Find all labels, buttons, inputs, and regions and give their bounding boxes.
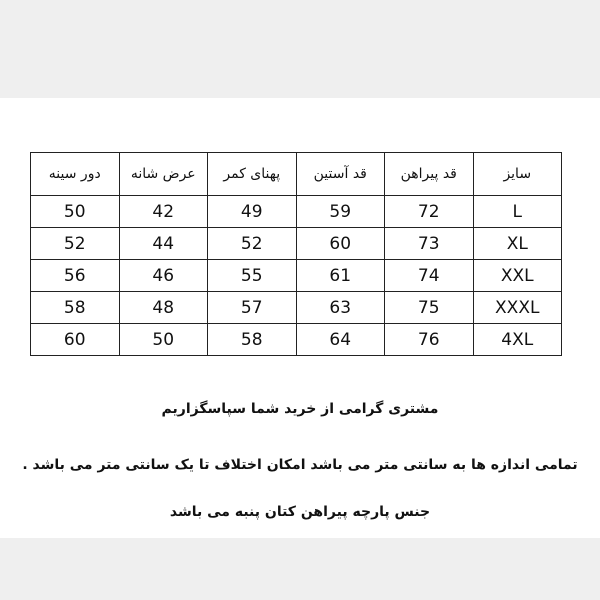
- cell-size: L: [473, 196, 562, 228]
- cell-sleeve-length: 61: [296, 260, 385, 292]
- cell-sleeve-length: 60: [296, 228, 385, 260]
- cell-shirt-length: 75: [385, 292, 474, 324]
- header-waist-width: پهنای کمر: [208, 153, 297, 196]
- cell-sleeve-length: 63: [296, 292, 385, 324]
- cell-size: XL: [473, 228, 562, 260]
- cell-sleeve-length: 64: [296, 324, 385, 356]
- cell-shirt-length: 76: [385, 324, 474, 356]
- thanks-note: مشتری گرامی از خرید شما سپاسگزاریم: [161, 401, 439, 417]
- table-row: [31, 196, 562, 228]
- cell-waist-width: 49: [208, 196, 297, 228]
- cell-shirt-length: 72: [385, 196, 474, 228]
- bottom-gray-band: [0, 538, 600, 600]
- cell-waist-width: 57: [208, 292, 297, 324]
- cell-chest: 50: [31, 196, 120, 228]
- cell-size: XXL: [473, 260, 562, 292]
- cell-waist-width: 58: [208, 324, 297, 356]
- header-shirt-length: قد پیراهن: [385, 153, 474, 196]
- measurement-tolerance-note: تمامی اندازه ها به سانتی متر می باشد امکان اختلاف تا یک سانتی متر می باشد .: [22, 457, 578, 473]
- fabric-note: جنس پارچه پیراهن کتان پنبه می باشد: [169, 504, 431, 520]
- cell-shoulder-width: 44: [119, 228, 208, 260]
- cell-waist-width: 52: [208, 228, 297, 260]
- cell-shoulder-width: 48: [119, 292, 208, 324]
- cell-shoulder-width: 42: [119, 196, 208, 228]
- table-row: [31, 292, 562, 324]
- table-row: [31, 324, 562, 356]
- cell-shirt-length: 74: [385, 260, 474, 292]
- header-chest: دور سینه: [31, 153, 120, 196]
- cell-chest: 60: [31, 324, 120, 356]
- cell-chest: 56: [31, 260, 120, 292]
- cell-shirt-length: 73: [385, 228, 474, 260]
- header-sleeve-length: قد آستین: [296, 153, 385, 196]
- size-chart-table: [30, 152, 562, 356]
- table-header-row: [31, 153, 562, 196]
- cell-sleeve-length: 59: [296, 196, 385, 228]
- cell-size: XXXL: [473, 292, 562, 324]
- cell-chest: 58: [31, 292, 120, 324]
- top-gray-band: [0, 0, 600, 98]
- table-row: [31, 260, 562, 292]
- cell-shoulder-width: 50: [119, 324, 208, 356]
- header-size: سایز: [473, 153, 562, 196]
- cell-size: 4XL: [473, 324, 562, 356]
- cell-chest: 52: [31, 228, 120, 260]
- cell-waist-width: 55: [208, 260, 297, 292]
- table-row: [31, 228, 562, 260]
- header-shoulder-width: عرض شانه: [119, 153, 208, 196]
- cell-shoulder-width: 46: [119, 260, 208, 292]
